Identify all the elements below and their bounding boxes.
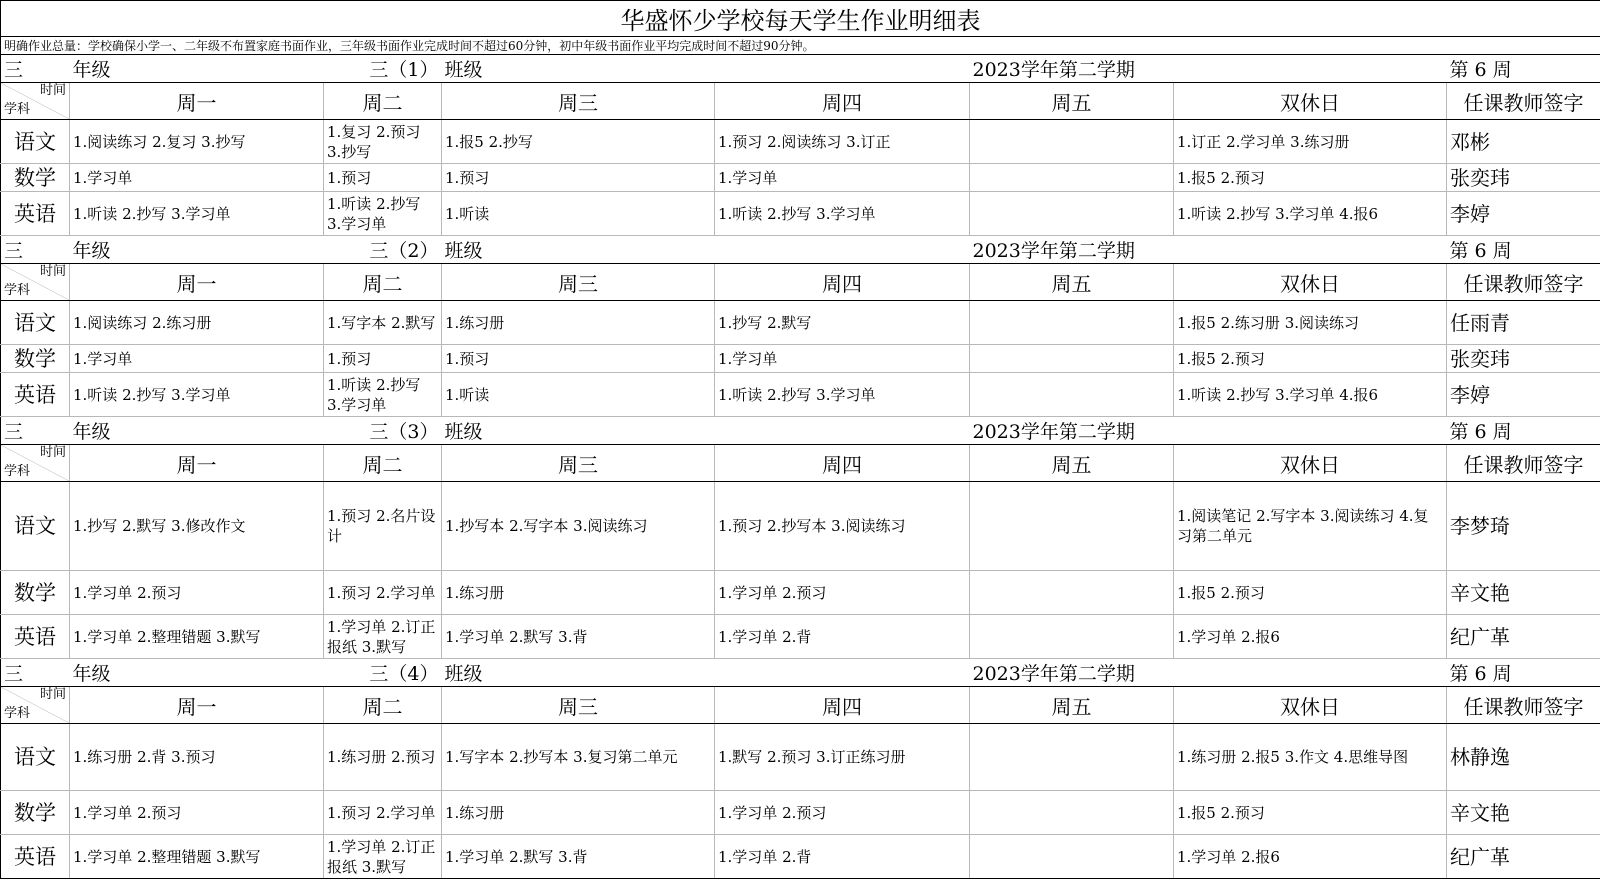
subject-row	[1, 164, 1600, 192]
corner-subject-label: 学科	[4, 283, 31, 298]
day-header: 周一	[70, 445, 324, 482]
homework-cell: 1.学习单 2.预习	[715, 571, 970, 615]
info-spacer	[1174, 55, 1447, 83]
day-header: 周二	[324, 264, 442, 301]
teacher-header: 任课教师签字	[1447, 687, 1600, 724]
subject-name: 数学	[1, 571, 70, 615]
semester-label: 2023学年第二学期	[970, 659, 1174, 687]
homework-cell: 1.练习册	[442, 301, 715, 345]
subject-row	[1, 301, 1600, 345]
homework-cell: 1.听读 2.抄写 3.学习单	[715, 192, 970, 236]
corner-time-label: 时间	[39, 445, 66, 460]
subject-row	[1, 835, 1600, 879]
week-label: 第 6 周	[1447, 417, 1600, 445]
semester-label: 2023学年第二学期	[970, 417, 1174, 445]
homework-cell: 1.学习单	[70, 164, 324, 192]
homework-cell: 1.练习册 2.预习	[324, 724, 442, 791]
corner-subject-label: 学科	[4, 102, 31, 117]
teacher-signature: 张奕玮	[1447, 345, 1600, 373]
sheet-title: 华盛怀少学校每天学生作业明细表	[1, 1, 1600, 37]
time-subject-corner	[1, 264, 70, 301]
homework-cell: 1.听读 2.抄写 3.学习单 4.报6	[1174, 192, 1447, 236]
weekday-header-row	[1, 83, 1600, 120]
class-unit: 班级	[442, 236, 715, 264]
class-info-row	[1, 55, 1600, 83]
homework-cell: 1.学习单	[715, 164, 970, 192]
homework-cell: 1.学习单 2.预习	[70, 791, 324, 835]
class-unit: 班级	[442, 417, 715, 445]
day-header: 周三	[442, 687, 715, 724]
teacher-signature: 李梦琦	[1447, 482, 1600, 571]
day-header: 周二	[324, 83, 442, 120]
homework-cell: 1.学习单 2.背	[715, 835, 970, 879]
homework-cell	[970, 301, 1174, 345]
subject-name: 数学	[1, 791, 70, 835]
homework-cell: 1.学习单	[70, 345, 324, 373]
subject-name: 语文	[1, 724, 70, 791]
day-header: 周五	[970, 687, 1174, 724]
weekday-header-row	[1, 445, 1600, 482]
homework-cell: 1.学习单 2.报6	[1174, 615, 1447, 659]
day-header: 周三	[442, 445, 715, 482]
day-header: 周二	[324, 445, 442, 482]
semester-label: 2023学年第二学期	[970, 55, 1174, 83]
class-name: 三（1）	[324, 55, 442, 83]
day-header: 周四	[715, 83, 970, 120]
info-spacer	[1174, 236, 1447, 264]
subject-row	[1, 373, 1600, 417]
homework-cell: 1.听读	[442, 192, 715, 236]
homework-cell: 1.写字本 2.默写	[324, 301, 442, 345]
homework-cell: 1.练习册	[442, 791, 715, 835]
grade-label: 三	[1, 417, 70, 445]
subject-name: 语文	[1, 120, 70, 164]
info-spacer	[715, 55, 970, 83]
week-label: 第 6 周	[1447, 236, 1600, 264]
homework-cell	[970, 571, 1174, 615]
homework-cell: 1.预习 2.学习单	[324, 791, 442, 835]
note-row	[1, 37, 1600, 55]
homework-cell: 1.预习 2.抄写本 3.阅读练习	[715, 482, 970, 571]
homework-cell: 1.预习	[324, 345, 442, 373]
day-header: 周四	[715, 264, 970, 301]
subject-row	[1, 571, 1600, 615]
homework-cell: 1.练习册 2.报5 3.作文 4.思维导图	[1174, 724, 1447, 791]
homework-cell: 1.报5 2.抄写	[442, 120, 715, 164]
homework-cell: 1.学习单 2.默写 3.背	[442, 615, 715, 659]
grade-unit: 年级	[70, 659, 324, 687]
subject-name: 英语	[1, 615, 70, 659]
homework-cell: 1.学习单 2.整理错题 3.默写	[70, 615, 324, 659]
title-row	[1, 1, 1600, 37]
class-unit: 班级	[442, 55, 715, 83]
class-info-row	[1, 236, 1600, 264]
teacher-signature: 李婷	[1447, 373, 1600, 417]
homework-cell: 1.阅读练习 2.练习册	[70, 301, 324, 345]
day-header: 周五	[970, 264, 1174, 301]
day-header: 周一	[70, 264, 324, 301]
homework-cell: 1.预习 2.阅读练习 3.订正	[715, 120, 970, 164]
corner-subject-label: 学科	[4, 464, 31, 479]
homework-cell: 1.听读 2.抄写 3.学习单	[70, 192, 324, 236]
homework-cell	[970, 482, 1174, 571]
homework-cell: 1.阅读笔记 2.写字本 3.阅读练习 4.复习第二单元	[1174, 482, 1447, 571]
corner-subject-label: 学科	[4, 706, 31, 721]
homework-cell: 1.订正 2.学习单 3.练习册	[1174, 120, 1447, 164]
day-header: 双休日	[1174, 264, 1447, 301]
day-header: 周一	[70, 687, 324, 724]
time-subject-corner	[1, 445, 70, 482]
class-unit: 班级	[442, 659, 715, 687]
teacher-signature: 辛文艳	[1447, 571, 1600, 615]
homework-cell: 1.听读 2.抄写 3.学习单 4.报6	[1174, 373, 1447, 417]
grade-label: 三	[1, 55, 70, 83]
day-header: 双休日	[1174, 687, 1447, 724]
time-subject-corner	[1, 687, 70, 724]
homework-cell: 1.听读 2.抄写 3.学习单	[715, 373, 970, 417]
grade-unit: 年级	[70, 417, 324, 445]
homework-cell	[970, 615, 1174, 659]
class-name: 三（3）	[324, 417, 442, 445]
subject-name: 语文	[1, 301, 70, 345]
homework-cell	[970, 164, 1174, 192]
homework-cell: 1.报5 2.练习册 3.阅读练习	[1174, 301, 1447, 345]
teacher-header: 任课教师签字	[1447, 83, 1600, 120]
corner-time-label: 时间	[39, 687, 66, 702]
day-header: 双休日	[1174, 445, 1447, 482]
corner-time-label: 时间	[39, 83, 66, 98]
semester-label: 2023学年第二学期	[970, 236, 1174, 264]
day-header: 周五	[970, 83, 1174, 120]
homework-cell: 1.默写 2.预习 3.订正练习册	[715, 724, 970, 791]
teacher-signature: 纪广革	[1447, 615, 1600, 659]
info-spacer	[1174, 659, 1447, 687]
weekday-header-row	[1, 687, 1600, 724]
homework-cell: 1.学习单 2.报6	[1174, 835, 1447, 879]
subject-name: 英语	[1, 192, 70, 236]
grade-unit: 年级	[70, 236, 324, 264]
grade-label: 三	[1, 659, 70, 687]
homework-cell: 1.学习单	[715, 345, 970, 373]
info-spacer	[1174, 417, 1447, 445]
subject-row	[1, 120, 1600, 164]
homework-cell: 1.报5 2.预习	[1174, 345, 1447, 373]
homework-cell: 1.预习 2.名片设计	[324, 482, 442, 571]
teacher-signature: 张奕玮	[1447, 164, 1600, 192]
homework-cell	[970, 724, 1174, 791]
time-subject-corner	[1, 83, 70, 120]
homework-cell: 1.抄写 2.默写	[715, 301, 970, 345]
homework-cell: 1.学习单 2.整理错题 3.默写	[70, 835, 324, 879]
homework-cell	[970, 120, 1174, 164]
subject-row	[1, 615, 1600, 659]
class-name: 三（4）	[324, 659, 442, 687]
homework-cell: 1.学习单 2.默写 3.背	[442, 835, 715, 879]
day-header: 周三	[442, 264, 715, 301]
teacher-header: 任课教师签字	[1447, 264, 1600, 301]
homework-cell: 1.听读 2.抄写 3.学习单	[324, 373, 442, 417]
teacher-header: 任课教师签字	[1447, 445, 1600, 482]
week-label: 第 6 周	[1447, 55, 1600, 83]
subject-name: 数学	[1, 345, 70, 373]
info-spacer	[715, 659, 970, 687]
teacher-signature: 辛文艳	[1447, 791, 1600, 835]
day-header: 周四	[715, 445, 970, 482]
homework-cell: 1.学习单 2.预习	[70, 571, 324, 615]
class-name: 三（2）	[324, 236, 442, 264]
homework-cell: 1.学习单 2.订正报纸 3.默写	[324, 835, 442, 879]
workload-note: 明确作业总量：学校确保小学一、二年级不布置家庭书面作业，三年级书面作业完成时间不超过60分钟，初中年级书面作业平均完成时间不超过90分钟。	[1, 37, 1600, 55]
homework-cell: 1.抄写本 2.写字本 3.阅读练习	[442, 482, 715, 571]
info-spacer	[715, 236, 970, 264]
homework-cell	[970, 345, 1174, 373]
day-header: 周二	[324, 687, 442, 724]
week-label: 第 6 周	[1447, 659, 1600, 687]
subject-row	[1, 724, 1600, 791]
homework-cell: 1.预习	[324, 164, 442, 192]
homework-cell: 1.预习	[442, 345, 715, 373]
homework-cell: 1.练习册	[442, 571, 715, 615]
weekday-header-row	[1, 264, 1600, 301]
homework-cell	[970, 192, 1174, 236]
homework-cell	[970, 373, 1174, 417]
homework-cell: 1.听读 2.抄写 3.学习单	[324, 192, 442, 236]
subject-row	[1, 791, 1600, 835]
homework-cell: 1.抄写 2.默写 3.修改作文	[70, 482, 324, 571]
teacher-signature: 林静逸	[1447, 724, 1600, 791]
homework-cell	[970, 791, 1174, 835]
homework-cell: 1.复习 2.预习 3.抄写	[324, 120, 442, 164]
grade-unit: 年级	[70, 55, 324, 83]
day-header: 双休日	[1174, 83, 1447, 120]
class-info-row	[1, 659, 1600, 687]
info-spacer	[715, 417, 970, 445]
teacher-signature: 李婷	[1447, 192, 1600, 236]
homework-cell: 1.学习单 2.预习	[715, 791, 970, 835]
day-header: 周五	[970, 445, 1174, 482]
day-header: 周四	[715, 687, 970, 724]
homework-cell: 1.学习单 2.订正报纸 3.默写	[324, 615, 442, 659]
subject-name: 英语	[1, 835, 70, 879]
homework-cell: 1.学习单 2.背	[715, 615, 970, 659]
homework-cell	[970, 835, 1174, 879]
subject-name: 语文	[1, 482, 70, 571]
homework-cell: 1.练习册 2.背 3.预习	[70, 724, 324, 791]
grade-label: 三	[1, 236, 70, 264]
corner-time-label: 时间	[39, 264, 66, 279]
homework-cell: 1.写字本 2.抄写本 3.复习第二单元	[442, 724, 715, 791]
subject-row	[1, 345, 1600, 373]
homework-cell: 1.阅读练习 2.复习 3.抄写	[70, 120, 324, 164]
subject-row	[1, 482, 1600, 571]
homework-cell: 1.听读 2.抄写 3.学习单	[70, 373, 324, 417]
homework-cell: 1.报5 2.预习	[1174, 571, 1447, 615]
subject-name: 英语	[1, 373, 70, 417]
teacher-signature: 纪广革	[1447, 835, 1600, 879]
homework-cell: 1.预习	[442, 164, 715, 192]
day-header: 周三	[442, 83, 715, 120]
class-info-row	[1, 417, 1600, 445]
homework-cell: 1.听读	[442, 373, 715, 417]
homework-cell: 1.报5 2.预习	[1174, 791, 1447, 835]
teacher-signature: 邓彬	[1447, 120, 1600, 164]
subject-row	[1, 192, 1600, 236]
homework-cell: 1.报5 2.预习	[1174, 164, 1447, 192]
homework-cell: 1.预习 2.学习单	[324, 571, 442, 615]
teacher-signature: 任雨青	[1447, 301, 1600, 345]
subject-name: 数学	[1, 164, 70, 192]
day-header: 周一	[70, 83, 324, 120]
